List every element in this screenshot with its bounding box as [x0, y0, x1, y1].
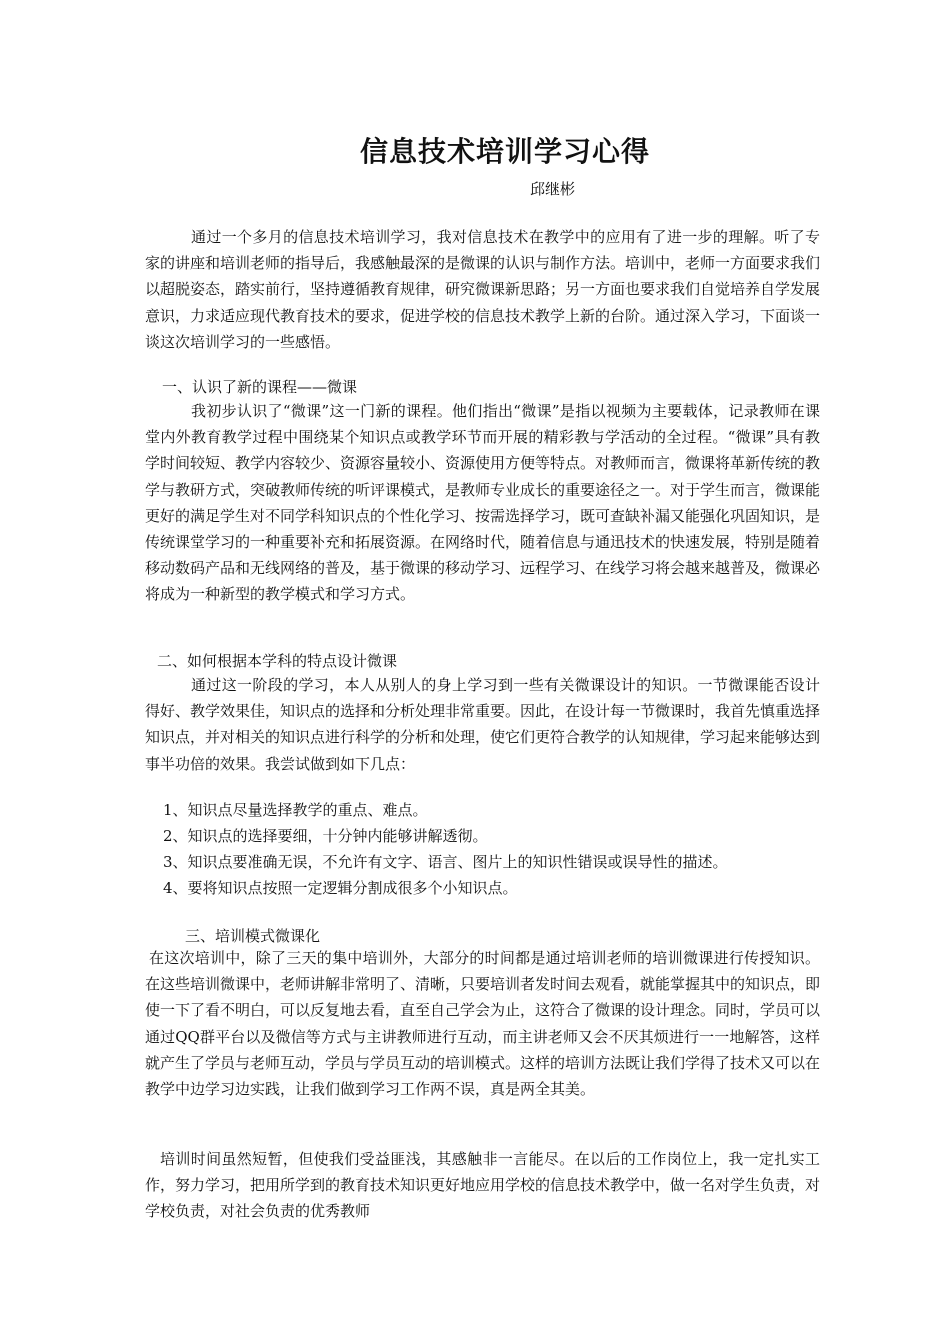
section2-paragraph: 通过这一阶段的学习，本人从别人的身上学习到一些有关微课设计的知识。一节微课能否设计得好、教学效果佳，知识点的选择和分析处理非常重要。因此，在设计每一节微课时，我首先慎重选择知识点，并对相关的知识点进行科学的分析和处理，使它们更符合教学的认知规律，学习起来能够达到事半功倍的效果。我尝试做到如下几点： [145, 676, 821, 773]
section2-heading: 二、如何根据本学科的特点设计微课 [157, 652, 398, 670]
section1-heading: 一、认识了新的课程——微课 [162, 378, 358, 396]
document-author: 邱继彬 [530, 180, 576, 198]
document-title: 信息技术培训学习心得 [359, 135, 650, 168]
intro-paragraph: 通过一个多月的信息技术培训学习，我对信息技术在教学中的应用有了进一步的理解。听了专家的讲座和培训老师的指导后，我感触最深的是微课的认识与制作方法。培训中，老师一方面要求我们以超脱姿态，踏实前行，坚持遵循教育规律，研究微课新思路；另一方面也要求我们自觉培养自学发展意识，力求适应现代教育技术的要求，促进学校的信息技术教学上新的台阶。通过深入学习，下面谈一谈这次培训学习的一些感悟。 [145, 228, 821, 351]
list-item: 2、知识点的选择要细，十分钟内能够讲解透彻。 [163, 827, 488, 845]
section3-paragraph: 在这次培训中，除了三天的集中培训外，大部分的时间都是通过培训老师的培训微课进行传授知识。在这些培训微课中，老师讲解非常明了、清晰，只要培训者发时间去观看，就能掌握其中的知识点，即使一下了看不明白，可以反复地去看，直至自己学会为止，这符合了微课的设计理念。同时，学员可以通过QQ群平台以及微信等方式与主讲教师进行互动，而主讲老师又会不厌其烦进行一一地解答，这样就产生了学员与老师互动，学员与学员互动的培训模式。这样的培训方法既让我们学得了技术又可以在教学中边学习边实践，让我们做到学习工作两不误，真是两全其美。 [145, 949, 821, 1099]
section1-paragraph: 我初步认识了“微课”这一门新的课程。他们指出“微课”是指以视频为主要载体，记录教师在课堂内外教育教学过程中围绕某个知识点或教学环节而开展的精彩教与学活动的全过程。“微课”具有教学时间较短、教学内容较少、资源容量较小、资源使用方便等特点。对教师而言，微课将革新传统的教学与教研方式，突破教师传统的听评课模式，是教师专业成长的重要途径之一。对于学生而言，微课能更好的满足学生对不同学科知识点的个性化学习、按需选择学习，既可查缺补漏又能强化巩固知识，是传统课堂学习的一种重要补充和拓展资源。在网络时代，随着信息与通迅技术的快速发展，特别是随着移动数码产品和无线网络的普及，基于微课的移动学习、远程学习、在线学习将会越来越普及，微课必将成为一种新型的教学模式和学习方式。 [145, 402, 821, 604]
section3-heading: 三、培训模式微课化 [185, 927, 321, 945]
list-item: 1、知识点尽量选择教学的重点、难点。 [163, 801, 428, 819]
list-item: 4、要将知识点按照一定逻辑分割成很多个小知识点。 [163, 879, 518, 897]
list-item: 3、知识点要准确无误，不允许有文字、语言、图片上的知识性错误或误导性的描述。 [163, 853, 728, 871]
conclusion-paragraph: 培训时间虽然短暂，但使我们受益匪浅，其感触非一言能尽。在以后的工作岗位上，我一定扎实工作，努力学习，把用所学到的教育技术知识更好地应用学校的信息技术教学中，做一名对学生负责，对学校负责，对社会负责的优秀教师 [145, 1150, 821, 1221]
